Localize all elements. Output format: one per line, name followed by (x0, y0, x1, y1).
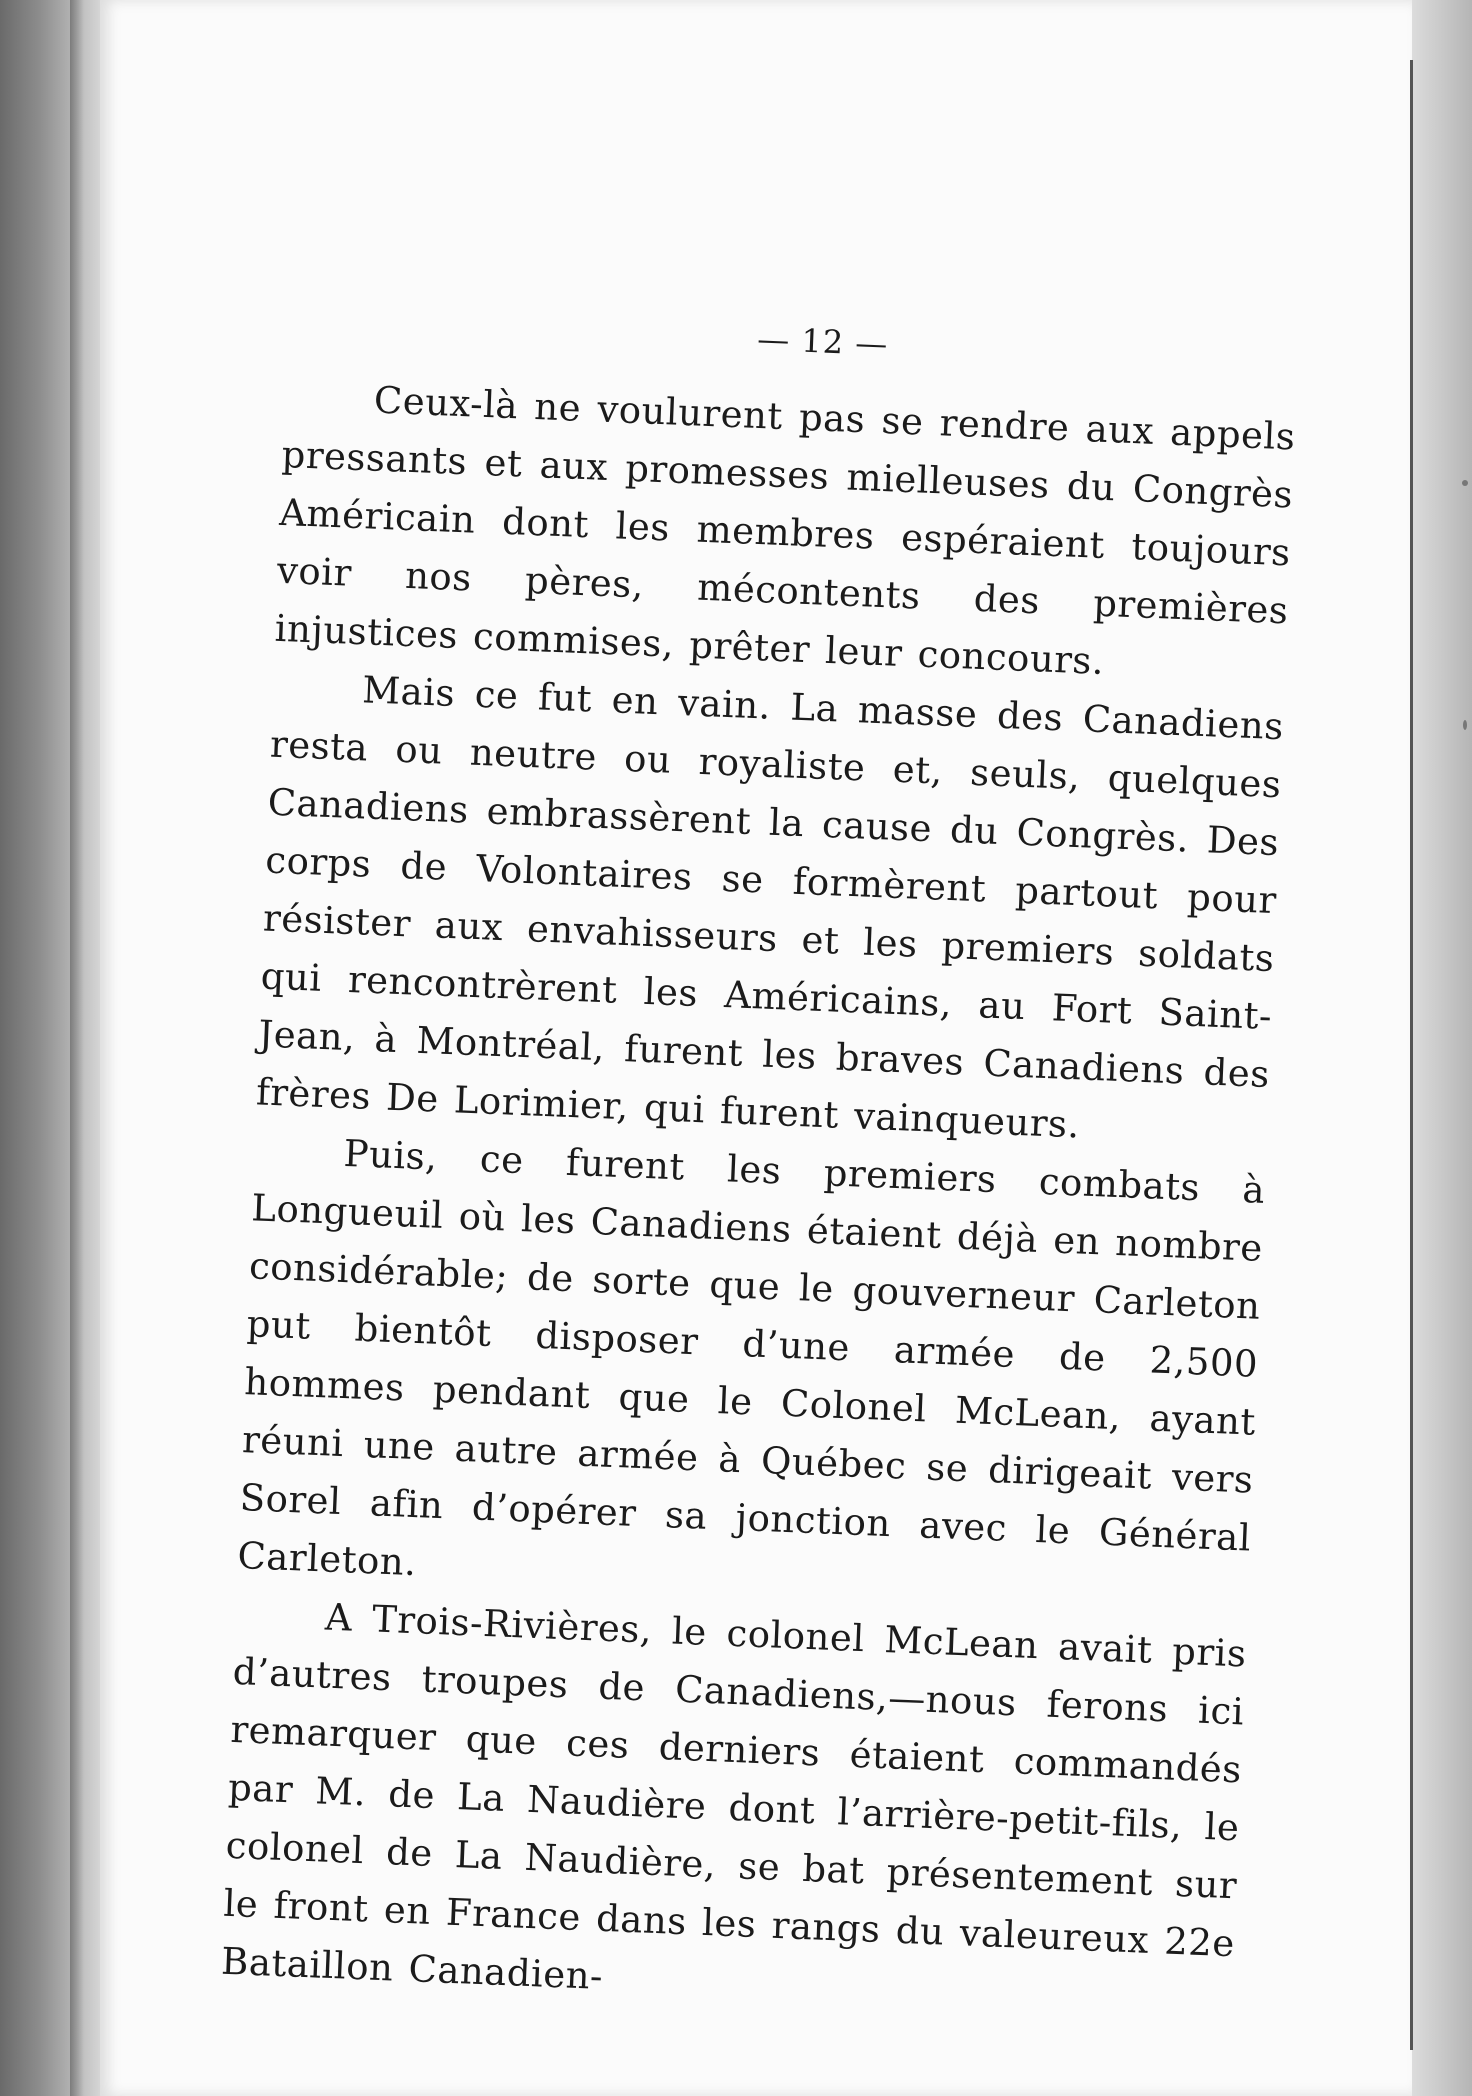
next-page-edge (1412, 0, 1472, 2096)
binding-streak (70, 0, 84, 2096)
book-binding-shadow (0, 0, 110, 2096)
page-number: — 12 — (756, 319, 890, 364)
paragraph-1: Ceux-là ne voulurent pas se rendre aux appels pressants et aux promesses mielleuses du Congrès Américain dont les membres espéraient toujours voir nos pères, mécontents des premières injustices commises, prêter leur concours. (273, 378, 1297, 684)
paragraph-4: A Trois-Rivières, le colonel McLean avait pris d’autres troupes de Canadiens,—nous ferons ici remarquer que ces derniers étaient commandés par M. de La Naudière dont l’arrière-petit-fils, le colonel de La Naudière, se bat présentement sur le front en France dans les rangs du valeureux 22e Bataillon Canadien- (220, 1595, 1248, 1998)
paragraph-2: Mais ce fut en vain. La masse des Canadiens resta ou neutre ou royaliste et, seuls, quelques Canadiens embrassèrent la cause du Congrès. Des corps de Volontaires se formèrent partout pour résister aux envahisseurs et les premiers soldats qui rencontrèrent les Américains, au Fort Saint-Jean, à Montréal, furent les braves Canadiens des frères De Lorimier, qui furent vainqueurs. (255, 668, 1285, 1147)
scan-speck (1463, 720, 1467, 730)
page-text-block (220, 300, 1299, 2031)
scan-speck (1462, 480, 1468, 486)
page-edge-line (1410, 60, 1413, 2050)
paragraph-3: Puis, ce furent les premiers combats à Longueuil où les Canadiens étaient déjà en nombre considérable; de sorte que le gouverneur Carleton put bientôt disposer d’une armée de 2,500 hommes pendant que le Colonel McLean, ayant réuni une autre armée à Québec se dirigeait vers Sorel afin d’opérer sa jonction avec le Général Carleton. (236, 1131, 1266, 1585)
